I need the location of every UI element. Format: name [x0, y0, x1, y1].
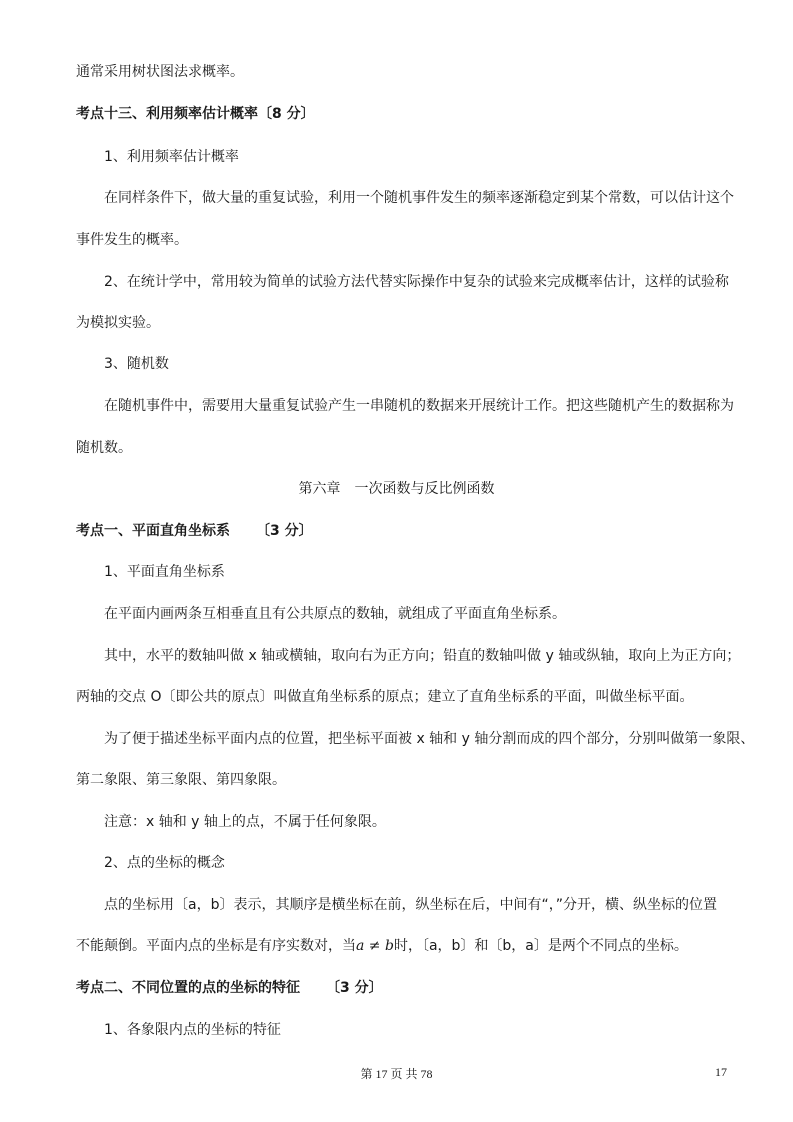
- heading-score: 〔8 分〕: [258, 106, 315, 122]
- heading-score: 〔3 分〕: [256, 523, 313, 539]
- note-text: 注意：x 轴和 y 轴上的点，不属于任何象限。: [104, 814, 386, 830]
- body-text-line: 点的坐标用〔a，b〕表示，其顺序是横坐标在前，纵坐标在后，中间有“，”分开，横、纵坐标的位置: [104, 897, 717, 913]
- subheading: 1、平面直角坐标系: [104, 564, 225, 580]
- page-footer: 第 17 页 共 78: [360, 1067, 433, 1081]
- body-text-line: 为了便于描述坐标平面内点的位置，把坐标平面被 x 轴和 y 轴分割而成的四个部分，分别叫做第一象限、: [104, 731, 755, 747]
- body-text-line: 在平面内画两条互相垂直且有公共原点的数轴，就组成了平面直角坐标系。: [104, 606, 566, 622]
- body-text-line: 事件发生的概率。: [76, 232, 188, 248]
- subheading: 1、各象限内点的坐标的特征: [104, 1022, 281, 1038]
- subheading: 2、点的坐标的概念: [104, 855, 225, 871]
- heading-title: 考点二、不同位置的点的坐标的特征: [76, 980, 300, 996]
- body-text-line: 为模拟实验。: [76, 315, 160, 331]
- heading-title: 考点一、平面直角坐标系: [76, 523, 230, 539]
- section-heading: [76, 979, 383, 997]
- body-text-line: 第二象限、第三象限、第四象限。: [76, 772, 286, 788]
- text-segment: 时，〔a，b〕和〔b，a〕是两个不同点的坐标。: [393, 938, 688, 954]
- subheading: 3、随机数: [104, 356, 169, 372]
- body-text-line: 其中，水平的数轴叫做 x 轴或横轴，取向右为正方向；铅直的数轴叫做 y 轴或纵轴，取向上为正方向；: [104, 648, 741, 664]
- body-text-line: 两轴的交点 O〔即公共的原点〕叫做直角坐标系的原点；建立了直角坐标系的平面，叫做坐标平面。: [76, 689, 694, 705]
- body-text-line: 在随机事件中，需要用大量重复试验产生一串随机的数据来开展统计工作。把这些随机产生的数据称为: [104, 398, 734, 414]
- subheading: 1、利用频率估计概率: [104, 149, 239, 165]
- math-expression: a ≠ b: [356, 938, 394, 954]
- body-text-line: [76, 937, 688, 955]
- body-text-line: 2、在统计学中，常用较为简单的试验方法代替实际操作中复杂的试验来完成概率估计，这样的试验称: [104, 274, 729, 290]
- body-text-line: 随机数。: [76, 440, 132, 456]
- body-text-line: 通常采用树状图法求概率。: [76, 64, 244, 80]
- section-heading: [76, 522, 313, 540]
- body-text-line: 在同样条件下，做大量的重复试验，利用一个随机事件发生的频率逐渐稳定到某个常数，可以估计这个: [104, 190, 734, 206]
- heading-score: 〔3 分〕: [326, 980, 383, 996]
- text-segment: 不能颠倒。平面内点的坐标是有序实数对，当: [76, 938, 356, 954]
- page-number: 17: [715, 1065, 727, 1079]
- chapter-title: 第六章 一次函数与反比例函数: [298, 481, 495, 497]
- heading-title: 考点十三、利用频率估计概率: [76, 106, 258, 122]
- section-heading: [76, 105, 315, 123]
